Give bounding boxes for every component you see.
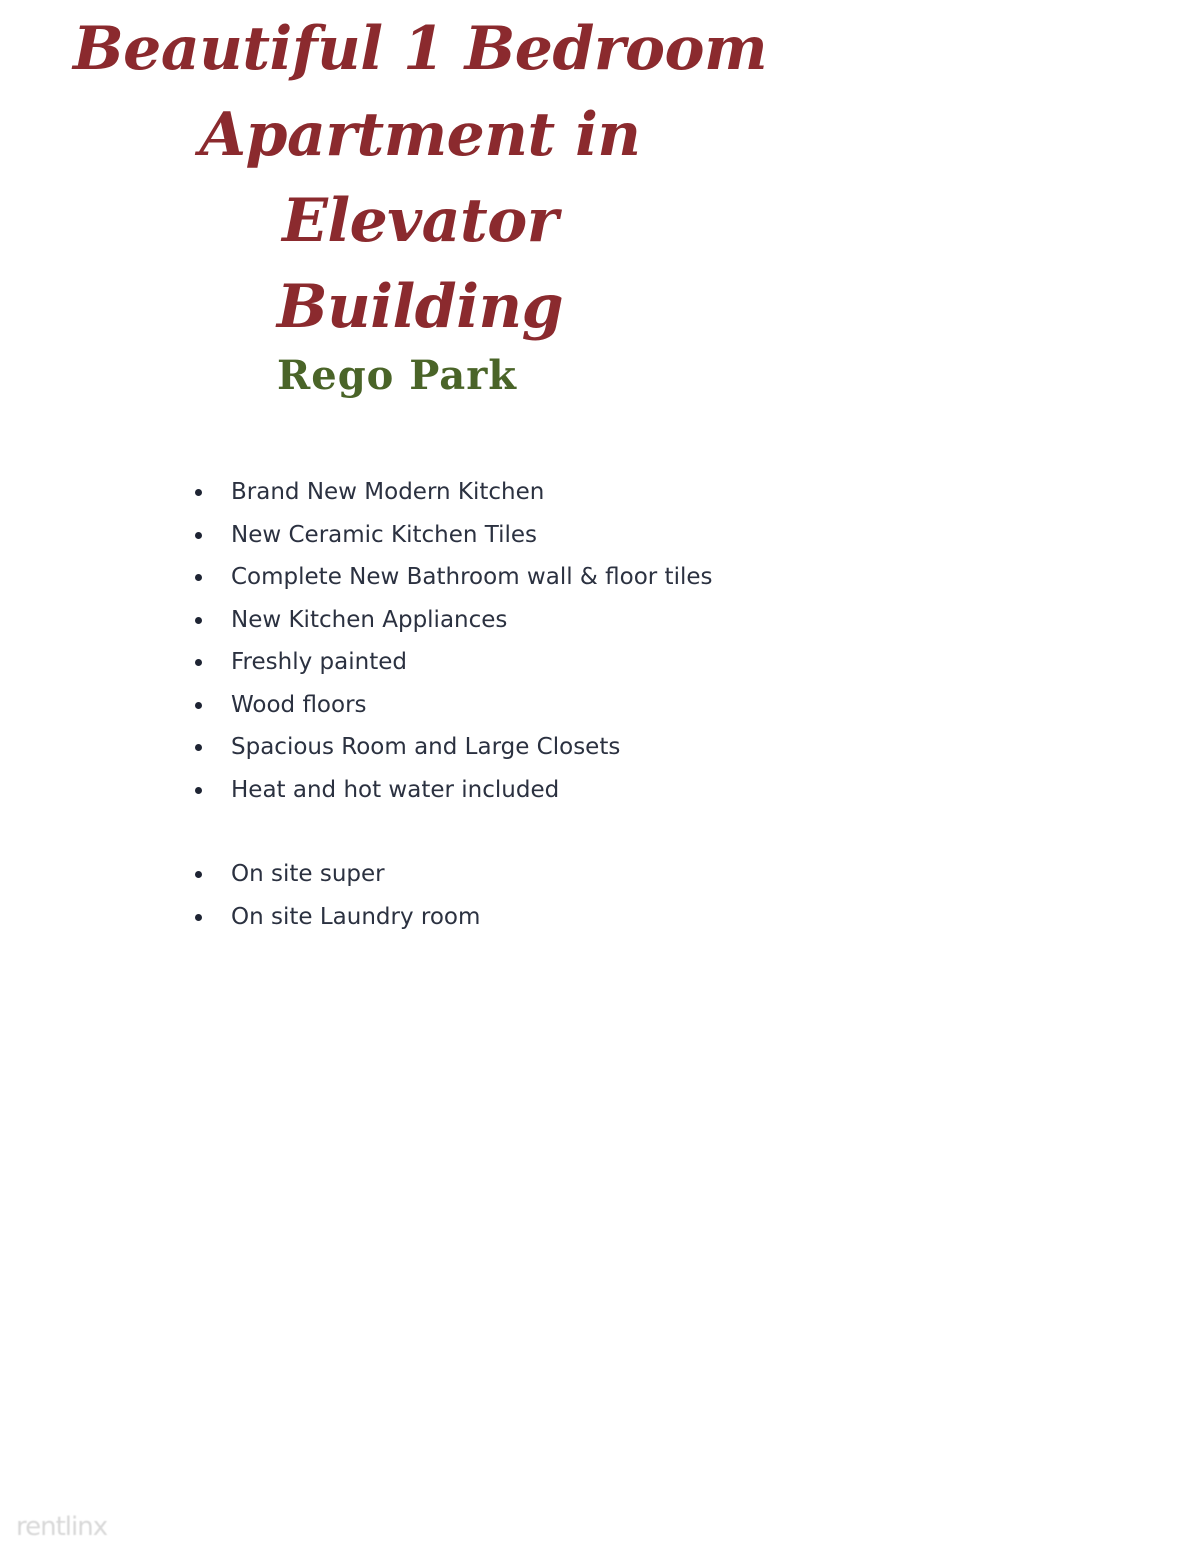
bullet-icon [195,702,202,709]
feature-item [190,896,480,939]
feature-text: On site Laundry room [231,903,481,930]
feature-item [190,684,712,727]
bullet-icon [195,914,202,921]
feature-text: Freshly painted [231,649,407,675]
feature-text: Wood floors [231,691,367,718]
bullet-icon [195,489,202,496]
feature-item [190,641,712,684]
listing-title-line-3: Building [276,272,564,342]
feature-text: Heat and hot water included [231,776,560,803]
feature-text: Brand New Modern Kitchen [231,479,545,505]
bullet-icon [195,574,202,581]
feature-item [190,514,712,557]
bullet-icon [195,787,202,794]
bullet-icon [195,871,202,878]
neighborhood-subtitle: Rego Park [277,352,517,399]
listing-title-line-2: Apartment in Elevator [199,100,641,256]
feature-text: New Kitchen Appliances [231,606,508,633]
feature-item [190,853,480,896]
feature-item [190,471,712,514]
feature-text: Complete New Bathroom wall & floor tiles [231,564,713,590]
feature-text: On site super [231,861,385,887]
listing-title-line-1: Beautiful 1 Bedroom [72,14,768,84]
features-list-secondary [190,853,480,938]
bullet-icon [195,744,202,751]
bullet-icon [195,617,202,624]
bullet-icon [195,659,202,666]
listing-title [60,6,780,350]
feature-item [190,769,712,812]
feature-item [190,556,712,599]
features-list-primary [190,471,712,811]
rentlinx-watermark: rentlinx [16,1512,108,1542]
feature-item [190,726,712,769]
feature-text: Spacious Room and Large Closets [231,734,621,760]
feature-text: New Ceramic Kitchen Tiles [231,521,537,548]
bullet-icon [195,532,202,539]
feature-item [190,599,712,642]
